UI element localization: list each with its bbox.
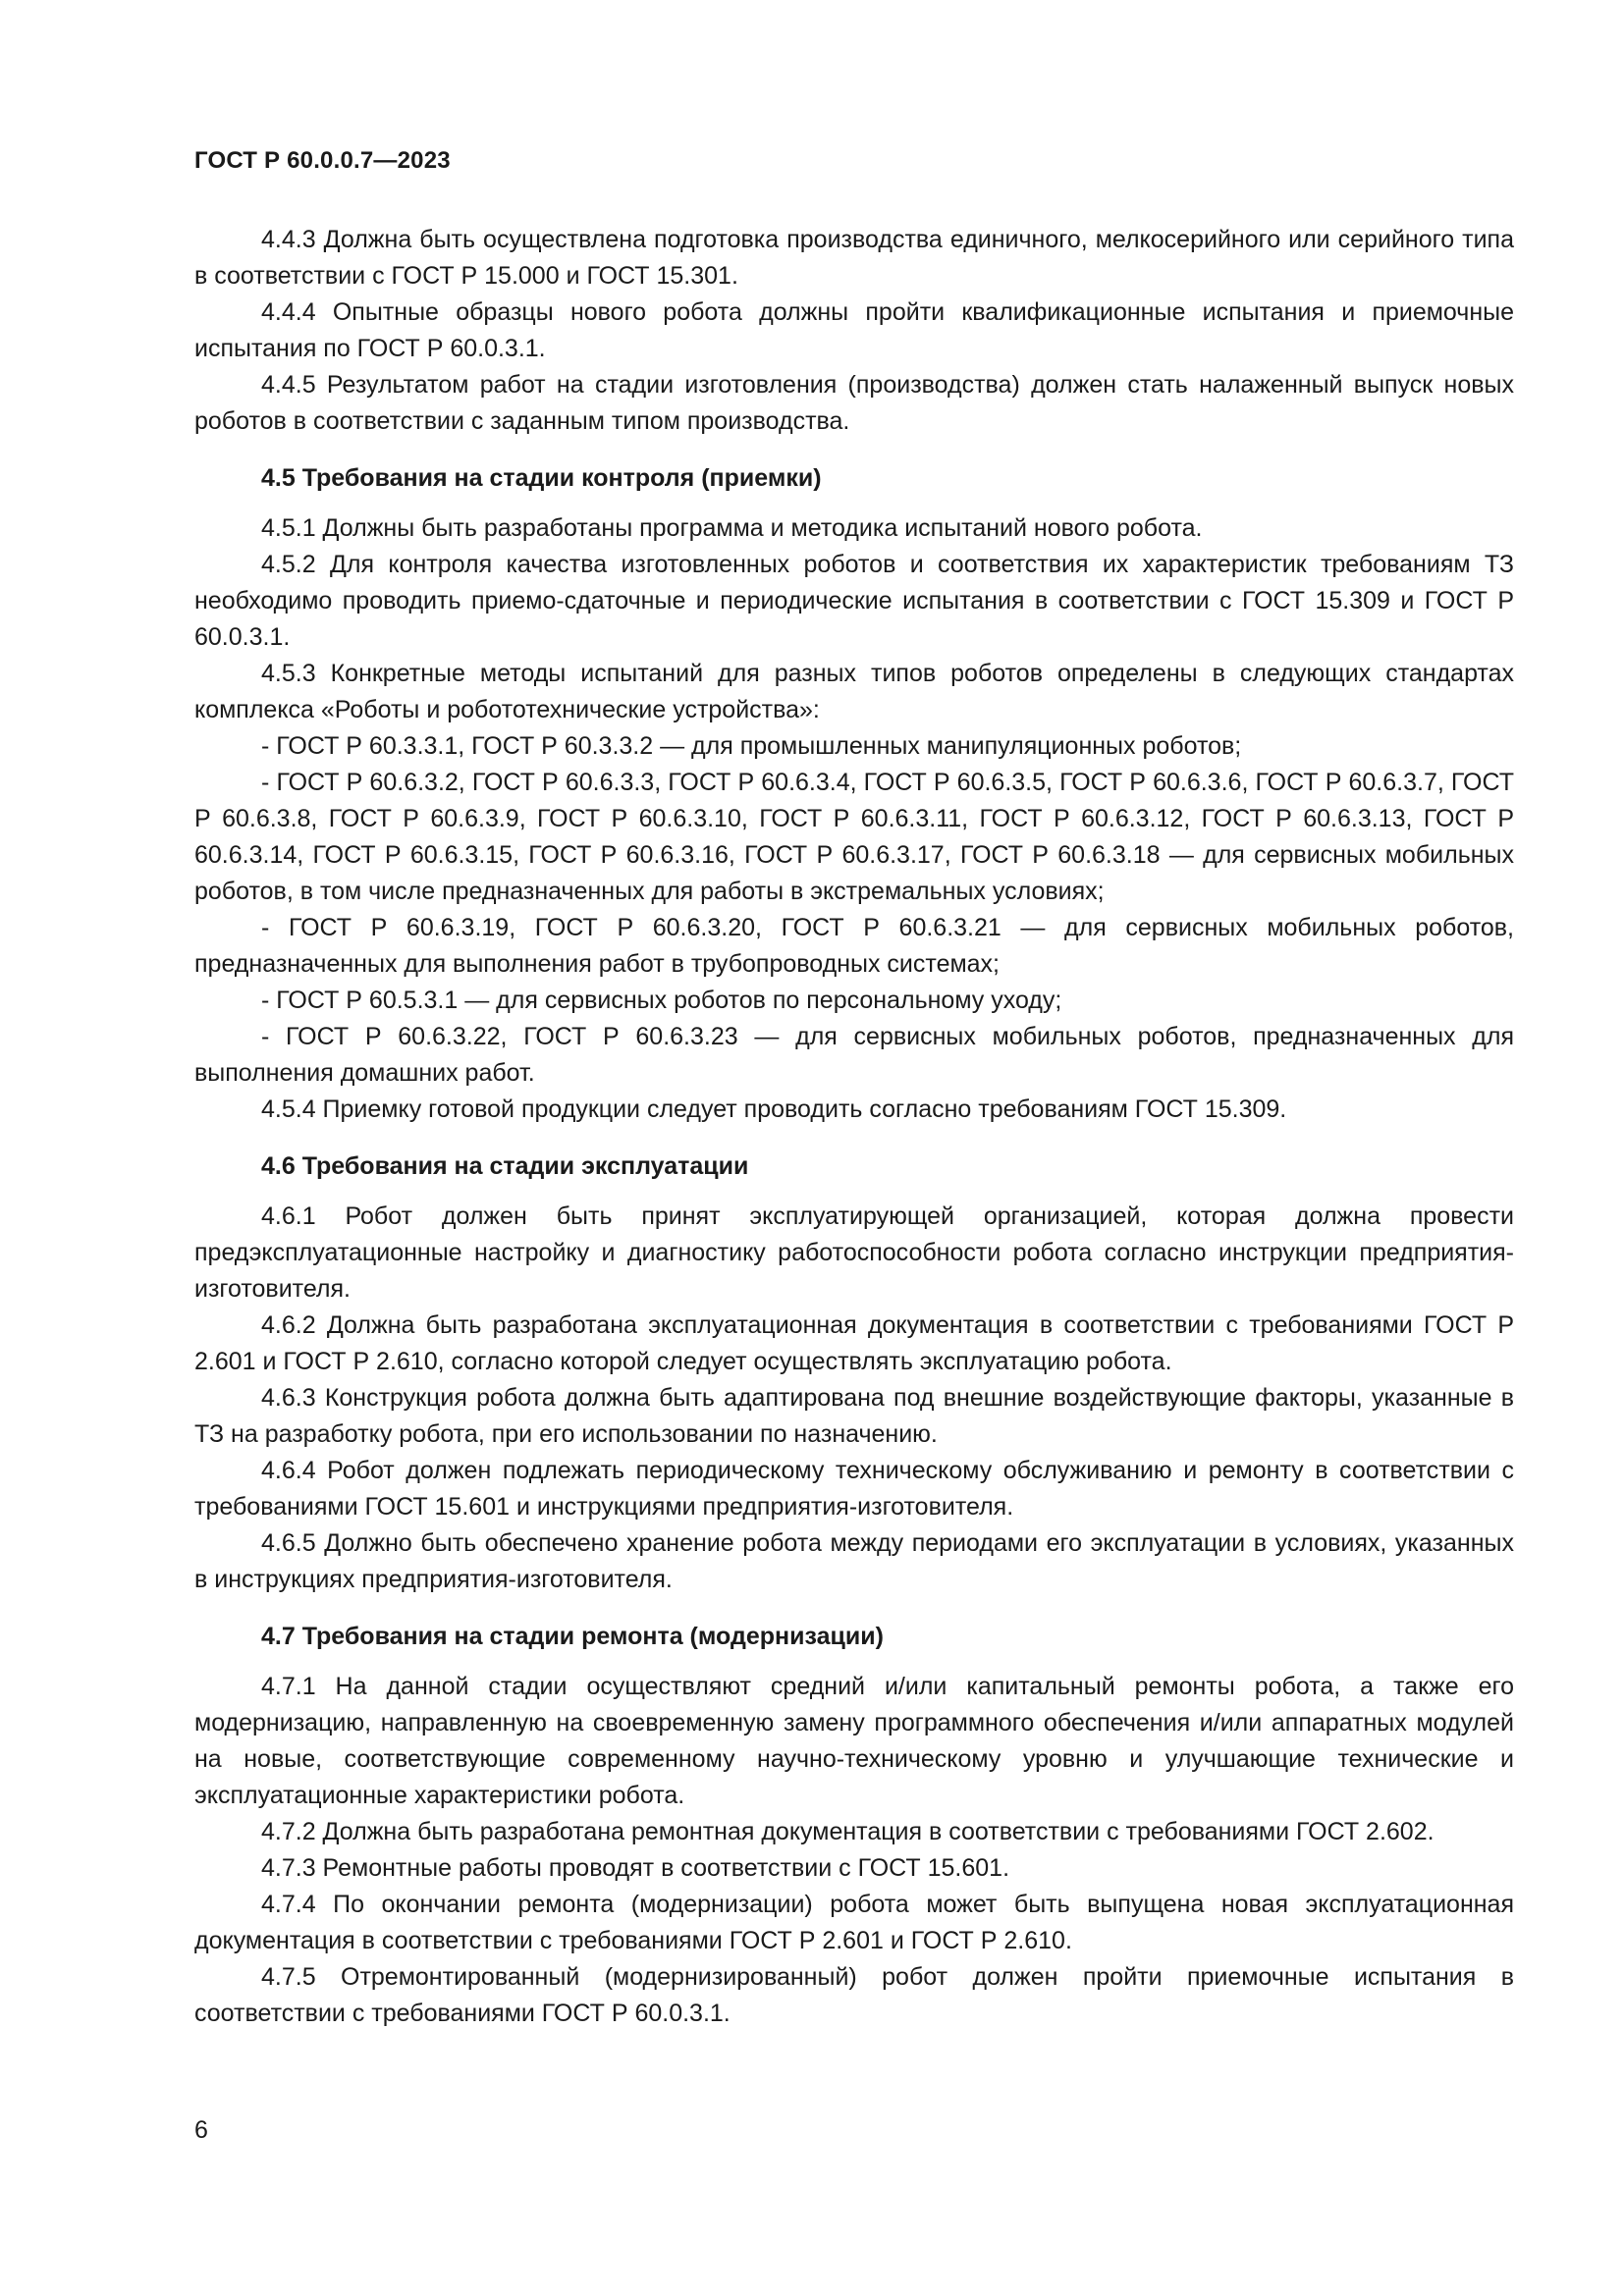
list-item: - ГОСТ Р 60.6.3.2, ГОСТ Р 60.6.3.3, ГОСТ Р 60.6.3.4, ГОСТ Р 60.6.3.5, ГОСТ Р 60.6.3.6, ГОСТ Р 60.6.3.7, ГОСТ Р 60.6.3.8, ГОСТ Р 60.6.3.9, ГОСТ Р 60.6.3.10, ГОСТ Р 60.6.3.11, ГОСТ Р 60.6.3.12, ГОСТ Р 60.6.3.13, ГОСТ Р 60.6.3.14, ГОСТ Р 60.6.3.15, ГОСТ Р 60.6.3.16, ГОСТ Р 60.6.3.17, ГОСТ Р 60.6.3.18 — для сервисных мобильных роботов, в том числе предназначенных для работы в экстремальных условиях; [194, 769, 1514, 905]
paragraph-4-4-3: 4.4.3 Должна быть осуществлена подготовка производства единичного, мелкосерийного или серийного типа в соответствии с ГОСТ Р 15.000 и ГОСТ 15.301. [194, 226, 1514, 290]
page-number: 6 [194, 2116, 208, 2144]
list-item: - ГОСТ Р 60.5.3.1 — для сервисных роботов по персональному уходу; [261, 987, 1062, 1014]
paragraph-4-7-4: 4.7.4 По окончании ремонта (модернизации) робота может быть выпущена новая эксплуатационная документация в соответствии с требованиями ГОСТ Р 2.601 и ГОСТ Р 2.610. [194, 1891, 1514, 1954]
list-item: - ГОСТ Р 60.6.3.22, ГОСТ Р 60.6.3.23 — для сервисных мобильных роботов, предназначенных для выполнения домашних работ. [194, 1023, 1514, 1087]
paragraph-4-7-1: 4.7.1 На данной стадии осуществляют средний и/или капитальный ремонты робота, а также его модернизацию, направленную на своевременную замену программного обеспечения и/или аппаратных модулей на новые, соответствующие современному научно-техническому уровню и улучшающие технические и эксплуатационные характеристики робота. [194, 1673, 1514, 1809]
paragraph-4-7-5: 4.7.5 Отремонтированный (модернизированный) робот должен пройти приемочные испытания в соответствии с требованиями ГОСТ Р 60.0.3.1. [194, 1963, 1514, 2027]
paragraph-4-6-2: 4.6.2 Должна быть разработана эксплуатационная документация в соответствии с требованиями ГОСТ Р 2.601 и ГОСТ Р 2.610, согласно которой следует осуществлять эксплуатацию робота. [194, 1311, 1514, 1375]
paragraph-4-6-3: 4.6.3 Конструкция робота должна быть адаптирована под внешние воздействующие факторы, указанные в ТЗ на разработку робота, при его использовании по назначению. [194, 1384, 1514, 1448]
paragraph-4-7-2: 4.7.2 Должна быть разработана ремонтная документация в соответствии с требованиями ГОСТ 2.602. [261, 1818, 1435, 1845]
section-heading-4-7: 4.7 Требования на стадии ремонта (модернизации) [261, 1623, 884, 1650]
paragraph-4-5-2: 4.5.2 Для контроля качества изготовленных роботов и соответствия их характеристик требованиям ТЗ необходимо проводить приемо-сдаточные и периодические испытания в соответствии с ГОСТ 15.309 и ГОСТ Р 60.0.3.1. [194, 551, 1514, 651]
paragraph-4-6-5: 4.6.5 Должно быть обеспечено хранение робота между периодами его эксплуатации в условиях, указанных в инструкциях предприятия-изготовителя. [194, 1529, 1514, 1593]
paragraph-4-4-5: 4.4.5 Результатом работ на стадии изготовления (производства) должен стать налаженный выпуск новых роботов в соответствии с заданным типом производства. [194, 371, 1514, 435]
paragraph-4-4-4: 4.4.4 Опытные образцы нового робота должны пройти квалификационные испытания и приемочные испытания по ГОСТ Р 60.0.3.1. [194, 298, 1514, 362]
document-header: ГОСТ Р 60.0.0.7—2023 [194, 147, 451, 174]
list-item: - ГОСТ Р 60.6.3.19, ГОСТ Р 60.6.3.20, ГОСТ Р 60.6.3.21 — для сервисных мобильных роботов, предназначенных для выполнения работ в трубопроводных системах; [194, 914, 1514, 978]
list-item: - ГОСТ Р 60.3.3.1, ГОСТ Р 60.3.3.2 — для промышленных манипуляционных роботов; [261, 732, 1242, 760]
document-body [194, 222, 1514, 2032]
section-heading-4-5: 4.5 Требования на стадии контроля (приемки) [261, 464, 822, 492]
paragraph-4-7-3: 4.7.3 Ремонтные работы проводят в соответствии с ГОСТ 15.601. [261, 1854, 1010, 1882]
section-heading-4-6: 4.6 Требования на стадии эксплуатации [261, 1152, 749, 1180]
paragraph-4-5-1: 4.5.1 Должны быть разработаны программа и методика испытаний нового робота. [261, 514, 1203, 542]
paragraph-4-6-1: 4.6.1 Робот должен быть принят эксплуатирующей организацией, которая должна провести предэксплуатационные настройку и диагностику работоспособности робота согласно инструкции предприятия-изготовителя. [194, 1202, 1514, 1303]
paragraph-4-5-4: 4.5.4 Приемку готовой продукции следует проводить согласно требованиям ГОСТ 15.309. [261, 1095, 1287, 1123]
paragraph-4-5-3: 4.5.3 Конкретные методы испытаний для разных типов роботов определены в следующих стандартах комплекса «Роботы и робототехнические устройства»: [194, 660, 1514, 723]
paragraph-4-6-4: 4.6.4 Робот должен подлежать периодическому техническому обслуживанию и ремонту в соответствии с требованиями ГОСТ 15.601 и инструкциями предприятия-изготовителя. [194, 1457, 1514, 1521]
